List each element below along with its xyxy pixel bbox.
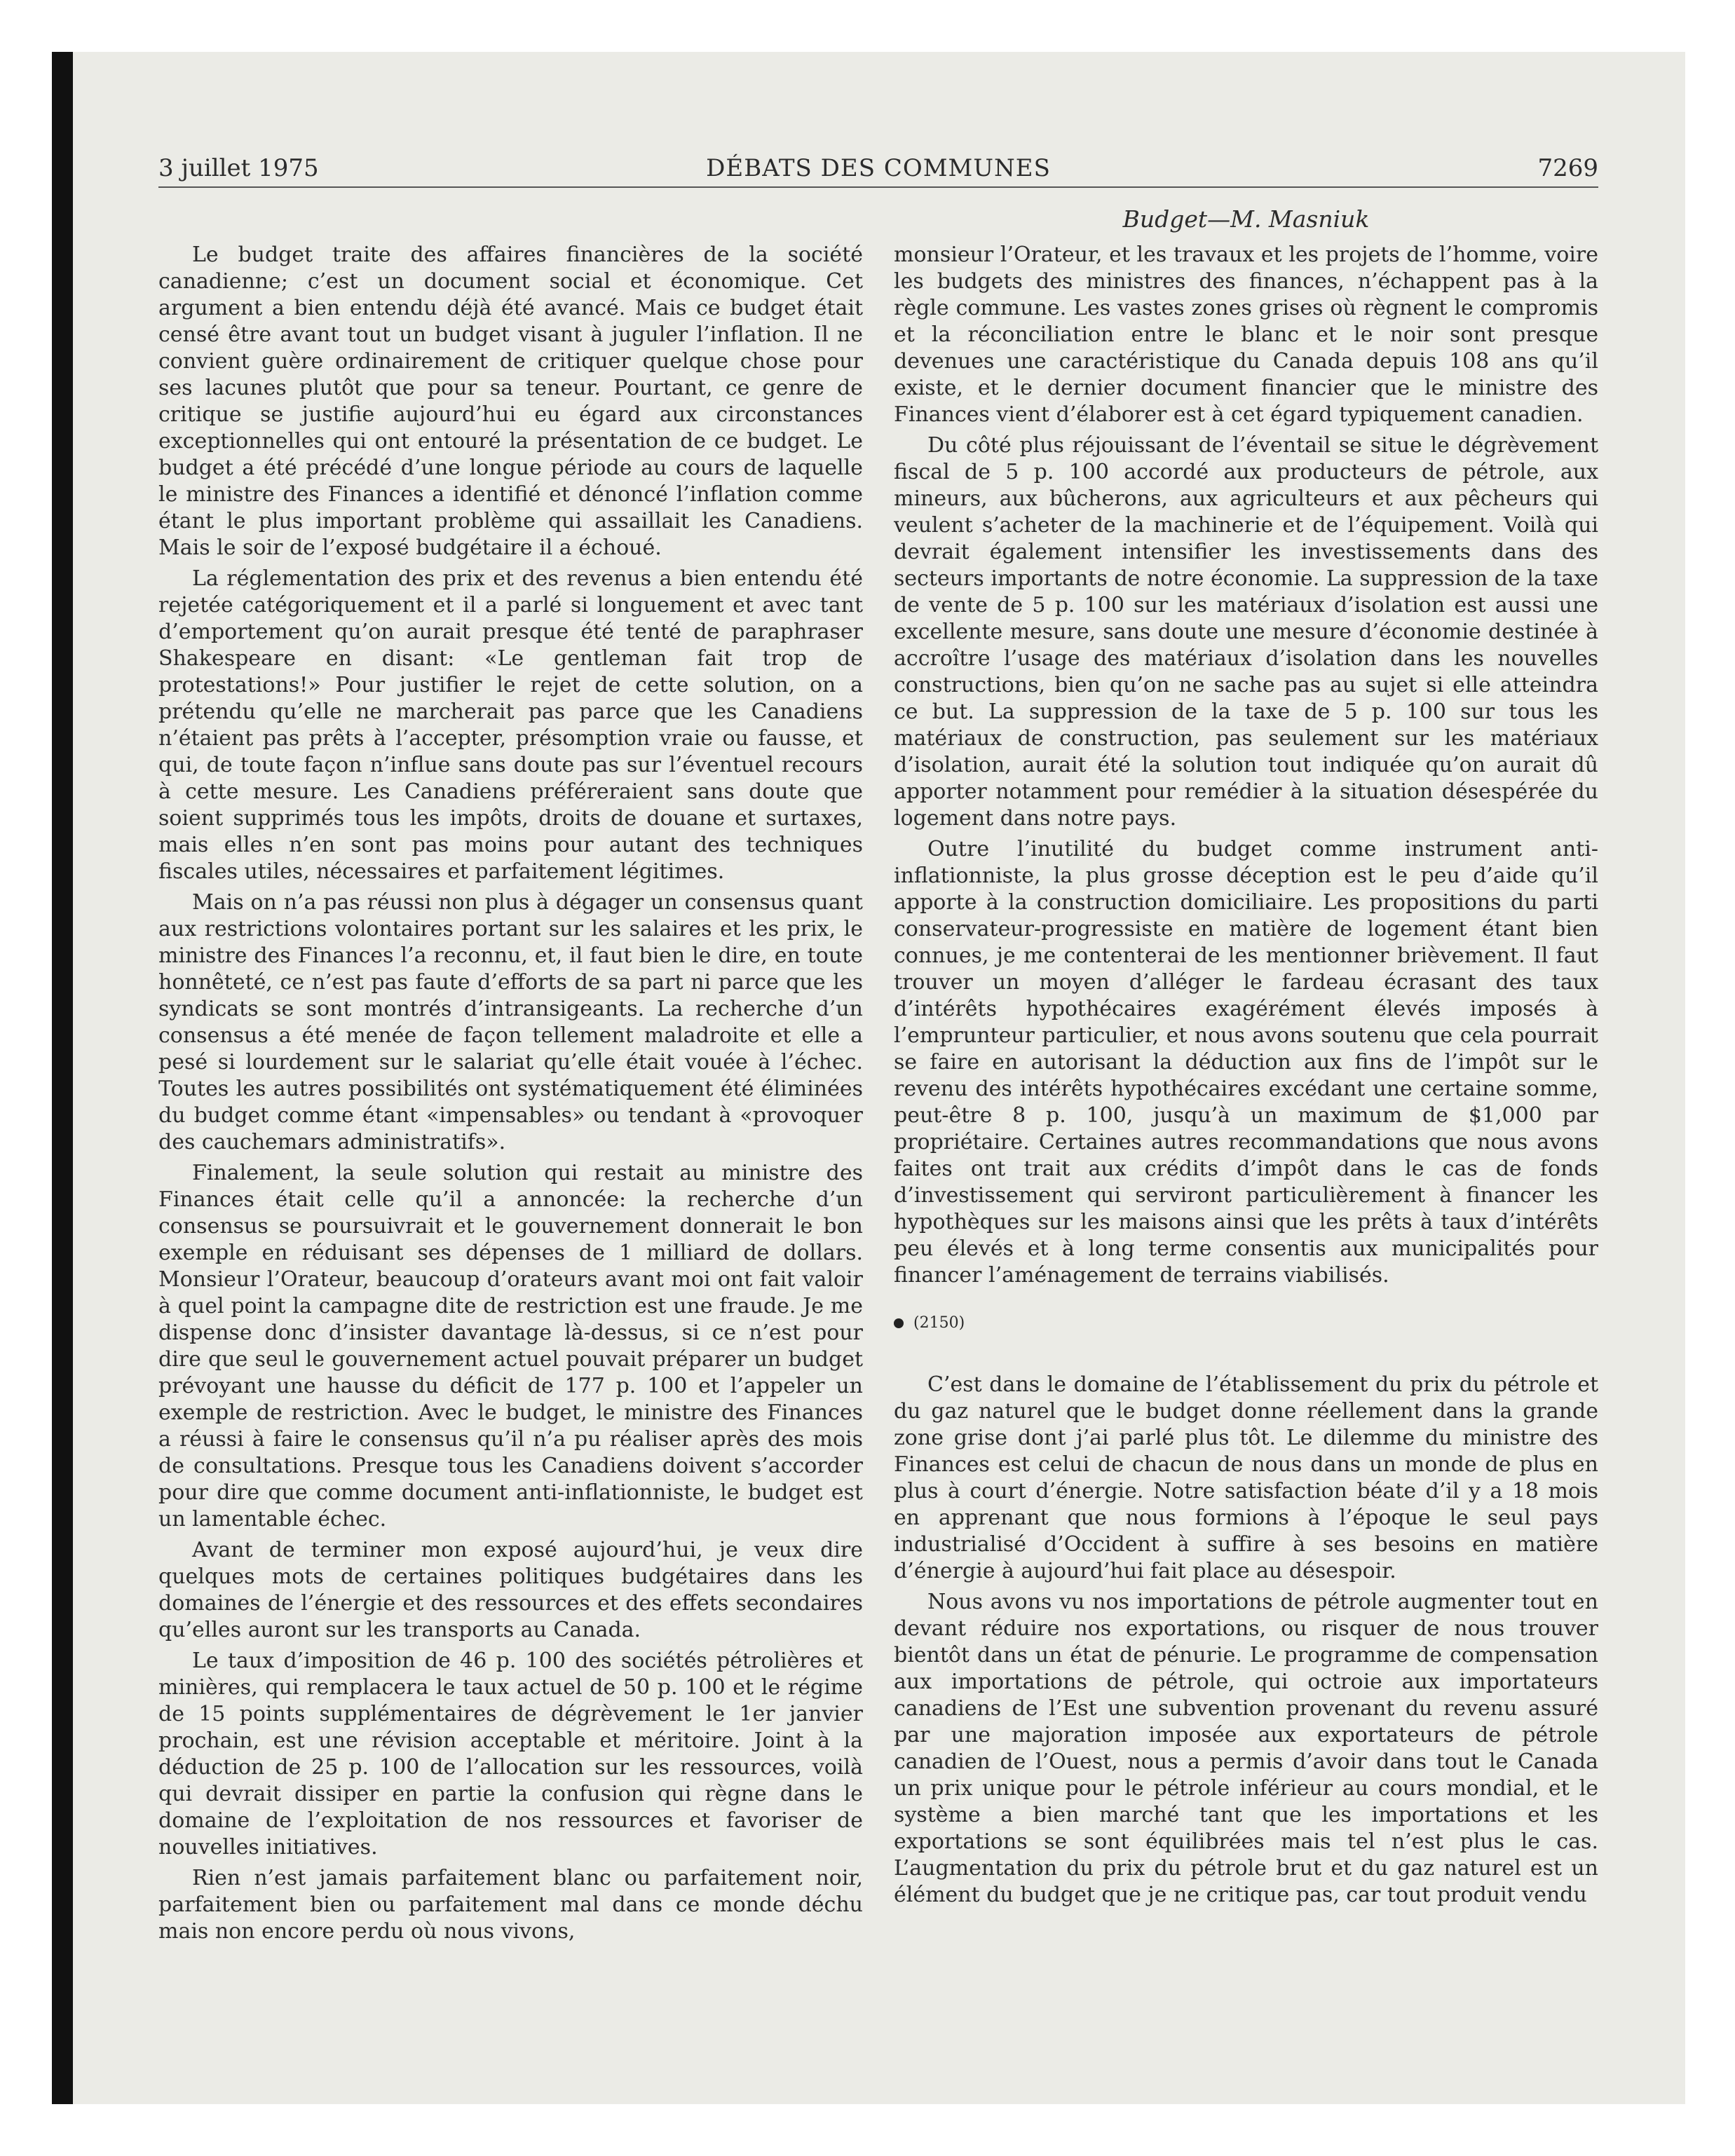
paragraph: Du côté plus réjouissant de l’éventail se situe le dégrèvement fiscal de 5 p. 100 accordé aux producteurs de pétrole, aux mineurs, aux bûcherons, aux agriculteurs et aux pêcheurs qui veulent s’acheter de la machinerie et de l’équipement. Voilà qui devrait également intensifier les investissements dans des secteurs importants de notre économie. La suppression de la taxe de vente de 5 p. 100 sur les matériaux d’isolation est aussi une excellente mesure, sans doute une mesure d’économie destinée à accroître l’usage des matériaux d’isolation dans les nouvelles constructions, bien qu’on ne sache pas au sujet si elle atteindra ce but. La suppression de la taxe de 5 p. 100 sur tous les matériaux de construction, pas seulement sur les matériaux d’isolation, aurait été la solution tout indiquée qu’on aurait dû apporter notamment pour remédier à la situation désespérée du logement dans notre pays. xyxy=(894,433,1598,831)
header-date: 3 juillet 1975 xyxy=(158,154,319,182)
left-column xyxy=(158,242,863,1949)
paragraph: Mais on n’a pas réussi non plus à dégager un consensus quant aux restrictions volontaires portant sur les salaires et les prix, le ministre des Finances l’a reconnu, et, il faut bien le dire, en toute honnêteté, ce n’est pas faute d’efforts de sa part ni parce que les syndicats se sont montrés d’intransigeants. La recherche d’un consensus a été menée de façon tellement maladroite et elle a pesé si lourdement sur le salariat qu’elle était vouée à l’échec. Toutes les autres possibilités ont systématiquement été éliminées du budget comme étant «impensables» ou tendant à «provoquer des cauchemars administratifs». xyxy=(158,890,863,1154)
paragraph: monsieur l’Orateur, et les travaux et les projets de l’homme, voire les budgets des ministres des finances, n’échappent pas à la règle commune. Les vastes zones grises où règnent le compromis et la réconciliation entre le blanc et le noir sont presque devenues une caractéristique du Canada depuis 108 ans qu’il existe, et le dernier document financier que le ministre des Finances vient d’élaborer est à cet égard typiquement canadien. xyxy=(894,243,1598,427)
running-head: Budget—M. Masniuk xyxy=(1122,205,1370,233)
time-marker-label: (2150) xyxy=(913,1314,965,1332)
paragraph: Rien n’est jamais parfaitement blanc ou parfaitement noir, parfaitement bien ou parfaitement mal dans ce monde déchu mais non encore perdu où nous vivons, xyxy=(158,1866,863,1944)
paragraph: Outre l’inutilité du budget comme instrument anti-inflationniste, la plus grosse déception est le peu d’aide qu’il apporte à la construction domiciliaire. Les propositions du parti conservateur-progressiste en matière de logement étant bien connues, je me contenterai de les mentionner brièvement. Il faut trouver un moyen d’alléger le fardeau écrasant des taux d’intérêts hypothécaires exagérément élevés imposés à l’emprunteur particulier, et nous avons soutenu que cela pourrait se faire en autorisant la déduction aux fins de l’impôt sur le revenu des intérêts hypothécaires excédant une certaine somme, peut-être 8 p. 100, jusqu’à un maximum de $1,000 par propriétaire. Certaines autres recommandations que nous avons faites ont trait aux crédits d’impôt dans le cas de fonds d’investissement qui serviront particulièrement à financer les hypothèques sur les maisons ainsi que les prêts à taux d’intérêts peu élevés et à long terme consentis aux municipalités pour financer l’aménagement de terrains viabilisés. xyxy=(894,837,1598,1288)
paragraph: Avant de terminer mon exposé aujourd’hui, je veux dire quelques mots de certaines politiques budgétaires dans les domaines de l’énergie et des ressources et des effets secondaires qu’elles auront sur les transports au Canada. xyxy=(158,1538,863,1642)
paragraph: Le budget traite des affaires financières de la société canadienne; c’est un document social et économique. Cet argument a bien entendu déjà été avancé. Mais ce budget était censé être avant tout un budget visant à juguler l’inflation. Il ne convient guère ordinairement de critiquer quelque chose pour ses lacunes plutôt que pour sa teneur. Pourtant, ce genre de critique se justifie aujourd’hui eu égard aux circonstances exceptionnelles qui ont entouré la présentation de ce budget. Le budget a été précédé d’une longue période au cours de laquelle le ministre des Finances a identifié et dénoncé l’inflation comme étant le plus important problème qui assaillait les Canadiens. Mais le soir de l’exposé budgétaire il a échoué. xyxy=(158,243,863,560)
scan-edge xyxy=(52,52,73,2104)
paragraph: La réglementation des prix et des revenus a bien entendu été rejetée catégoriquement et il a parlé si longuement et avec tant d’emportement qu’on aurait presque été tenté de paraphraser Shakespeare en disant: «Le gentleman fait trop de protestations!» Pour justifier le rejet de cette solution, on a prétendu qu’elle ne marcherait pas parce que les Canadiens n’étaient pas prêts à l’accepter, présomption vraie ou fausse, et qui, de toute façon n’influe sans doute pas sur l’éventuel recours à cette mesure. Les Canadiens préféreraient sans doute que soient supprimés tous les impôts, droits de douane et surtaxes, mais elles n’en sont pas moins pour autant des techniques fiscales utiles, nécessaires et parfaitement légitimes. xyxy=(158,566,863,884)
paragraph: Le taux d’imposition de 46 p. 100 des sociétés pétrolières et minières, qui remplacera le taux actuel de 50 p. 100 et le régime de 15 points supplémentaires de dégrèvement le 1er janvier prochain, est une révision acceptable et méritoire. Joint à la déduction de 25 p. 100 de l’allocation sur les ressources, voilà qui devrait dissiper en partie la confusion qui règne dans le domaine de l’exploitation de nos ressources et favoriser de nouvelles initiatives. xyxy=(158,1649,863,1860)
bullet-icon xyxy=(894,1318,904,1328)
right-column xyxy=(894,242,1598,1913)
header-title: DÉBATS DES COMMUNES xyxy=(706,154,1051,182)
header-rule xyxy=(158,186,1598,188)
paragraph: Finalement, la seule solution qui restait au ministre des Finances était celle qu’il a annoncée: la recherche d’un consensus se poursuivrait et le gouvernement donnerait le bon exemple en réduisant ses dépenses de 1 milliard de dollars. Monsieur l’Orateur, beaucoup d’orateurs avant moi ont fait valoir à quel point la campagne dite de restriction est une fraude. Je me dispense donc d’insister davantage là-dessus, si ce n’est pour dire que seul le gouvernement actuel pouvait préparer un budget prévoyant une hausse du déficit de 177 p. 100 et l’appeler un exemple de restriction. Avec le budget, le ministre des Finances a réussi à faire le consensus qu’il n’a pu réaliser après des mois de consultations. Presque tous les Canadiens doivent s’accorder pour dire que comme document anti-inflationniste, le budget est un lamentable échec. xyxy=(158,1161,863,1531)
paragraph: C’est dans le domaine de l’établissement du prix du pétrole et du gaz naturel que le budget donne réellement dans la grande zone grise dont j’ai parlé plus tôt. Le dilemme du ministre des Finances est celui de chacun de nous dans un monde de plus en plus à court d’énergie. Notre satisfaction béate d’il y a 18 mois en apprenant que nous formions à l’époque le seul pays industrialisé d’Occident à suffire à ses besoins en matière d’énergie à aujourd’hui fait place au désespoir. xyxy=(894,1372,1598,1583)
time-marker xyxy=(894,1310,1598,1337)
page-number: 7269 xyxy=(1537,154,1598,182)
paragraph: Nous avons vu nos importations de pétrole augmenter tout en devant réduire nos exportations, ou risquer de nous trouver bientôt dans un état de pénurie. Le programme de compensation aux importations de pétrole, qui octroie aux importateurs canadiens de l’Est une subvention provenant du revenu assuré par une majoration imposée aux exportateurs de pétrole canadien de l’Ouest, nous a permis d’avoir dans tout le Canada un prix unique pour le pétrole inférieur au cours mondial, et le système a bien marché tant que les importations et les exportations se sont équilibrées mais tel n’est plus le cas. L’augmentation du prix du pétrole brut et du gaz naturel est un élément du budget que je ne critique pas, car tout produit vendu xyxy=(894,1590,1598,1907)
